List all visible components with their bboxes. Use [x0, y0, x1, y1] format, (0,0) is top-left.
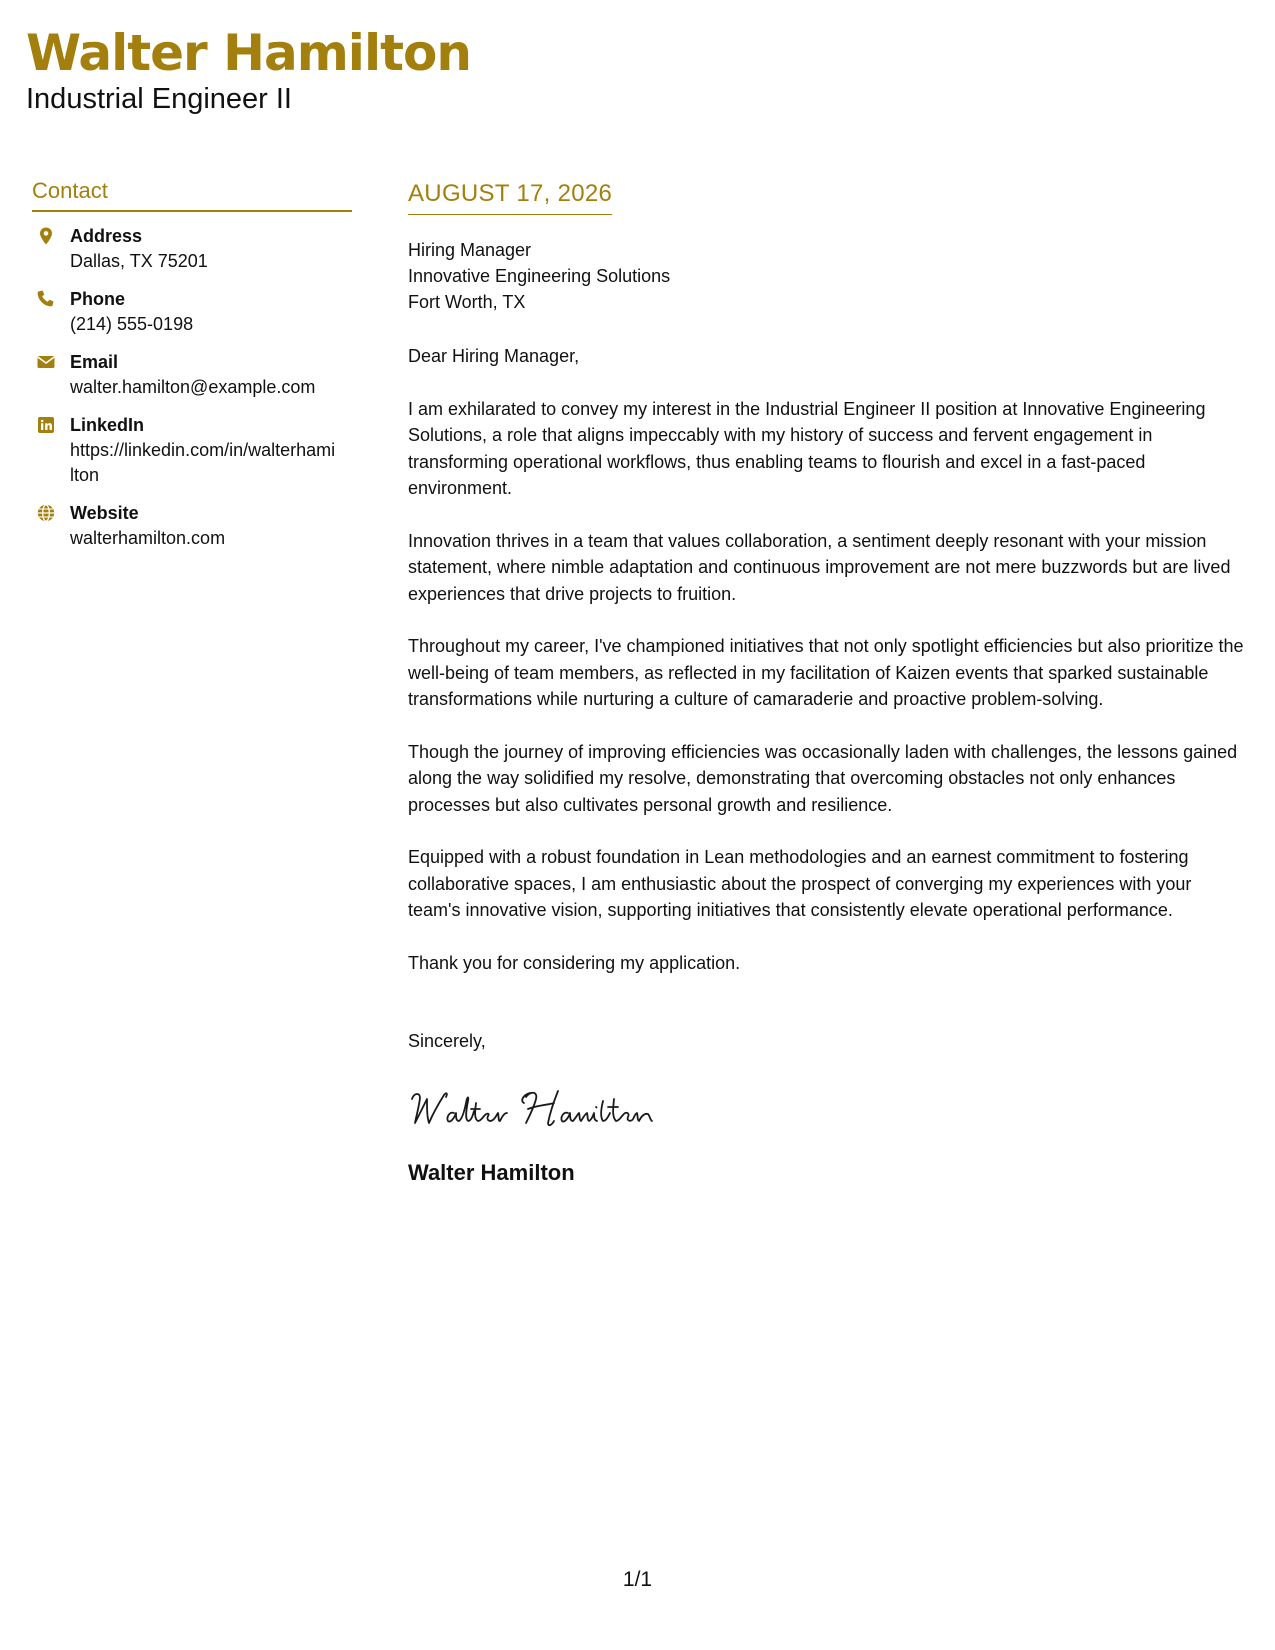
- signature-scribble: [408, 1083, 668, 1139]
- recipient-block: [408, 237, 1248, 315]
- contact-item-email: [32, 350, 352, 400]
- linkedin-icon: [36, 415, 56, 435]
- contact-label: Website: [70, 503, 139, 523]
- recipient-location: Fort Worth, TX: [408, 292, 526, 312]
- job-title: Industrial Engineer II: [26, 83, 292, 115]
- body-paragraph: Though the journey of improving efficiencies was occasionally laden with challenges, the lessons gained along the way solidified my resolve, demonstrating that overcoming obstacles not only enhances processes but also cultivates personal growth and resilience.: [408, 741, 1238, 815]
- salutation: Dear Hiring Manager,: [408, 346, 580, 366]
- contact-item-website: [32, 501, 352, 551]
- contact-value: walter.hamilton@example.com: [70, 377, 316, 397]
- contact-value: Dallas, TX 75201: [70, 251, 208, 271]
- globe-icon: [36, 503, 56, 523]
- contact-heading: Contact: [32, 178, 352, 212]
- phone-icon: [36, 289, 56, 309]
- body-paragraph: I am exhilarated to convey my interest in the Industrial Engineer II position at Innovative Engineering Solutions, a role that aligns impeccably with my history of success and fervent engagement in transforming operational workflows, thus enabling teams to flourish and excel in a fast-paced environment.: [408, 398, 1206, 498]
- date-block: [408, 180, 612, 215]
- letter-body: [408, 180, 1248, 1187]
- body-paragraph: Equipped with a robust foundation in Lean methodologies and an earnest commitment to fostering collaborative spaces, I am enthusiastic about the prospect of converging my experiences with your team's innovative vision, supporting initiatives that consistently elevate operational performance.: [408, 847, 1192, 920]
- contact-label: Email: [70, 352, 119, 372]
- contact-label: Phone: [70, 289, 126, 309]
- envelope-icon: [36, 352, 56, 372]
- contact-label: Address: [70, 226, 143, 246]
- signer-name: Walter Hamilton: [408, 1159, 575, 1185]
- recipient-company: Innovative Engineering Solutions: [408, 266, 671, 286]
- candidate-name: Walter Hamilton: [26, 24, 471, 82]
- signature: [408, 1083, 1248, 1139]
- body-paragraph: Throughout my career, I've championed initiatives that not only spotlight efficiencies but also prioritize the well-being of team members, as reflected in my facilitation of Kaizen events that sparked sustainable transformations while nurturing a culture of camaraderie and proactive problem-solving.: [408, 636, 1244, 709]
- contact-item-linkedin: [32, 413, 352, 488]
- body-paragraph: Innovation thrives in a team that values collaboration, a sentiment deeply resonant with your mission statement, where nimble adaptation and continuous improvement are not mere buzzwords but are lived experiences that drive projects to fruition.: [408, 530, 1231, 604]
- contact-item-phone: [32, 287, 352, 337]
- contact-item-address: [32, 224, 352, 274]
- header: [26, 22, 471, 116]
- contact-label: LinkedIn: [70, 415, 145, 435]
- contact-value[interactable]: https://linkedin.com/in/walterhamilton: [70, 440, 336, 485]
- map-pin-icon: [36, 226, 56, 246]
- contact-sidebar: [32, 178, 352, 564]
- body-paragraph: Thank you for considering my application.: [408, 952, 741, 973]
- contact-value: (214) 555-0198: [70, 314, 194, 334]
- page-number: 1/1: [622, 1568, 653, 1591]
- recipient-name: Hiring Manager: [408, 240, 532, 260]
- contact-value[interactable]: walterhamilton.com: [70, 528, 226, 548]
- letter-date: AUGUST 17, 2026: [408, 180, 613, 207]
- contact-list: [32, 224, 352, 551]
- closing: Sincerely,: [408, 1031, 486, 1051]
